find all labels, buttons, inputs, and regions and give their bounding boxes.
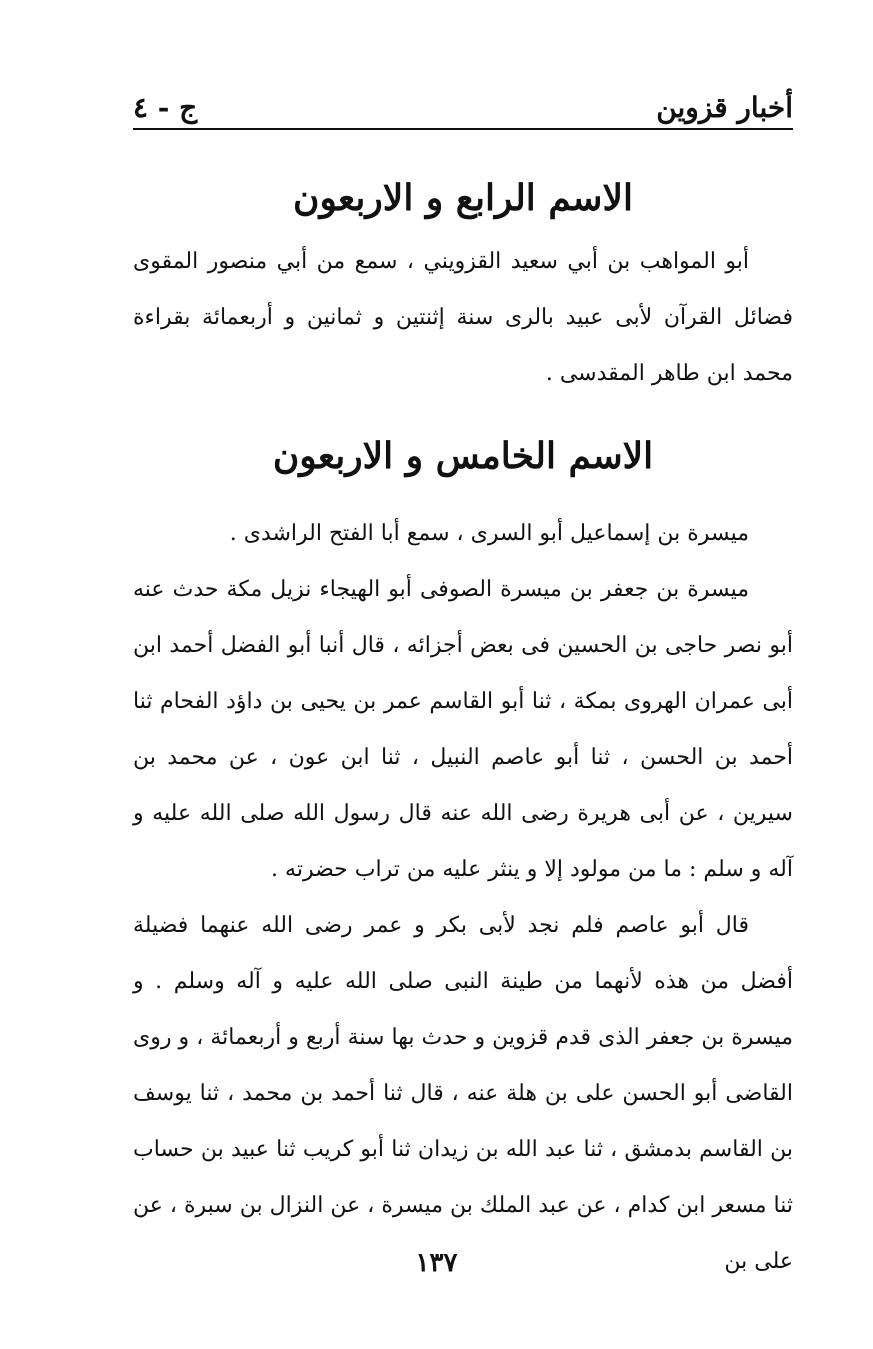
header-rule	[133, 128, 793, 130]
page-body	[133, 148, 793, 1290]
section-heading-45: الاسم الخامس و الاربعون	[272, 435, 654, 477]
paragraph: ميسرة بن جعفر بن ميسرة الصوفى أبو الهيجاء نزيل مكة حدث عنه أبو نصر حاجى بن الحسين فى بعض أجزائه ، قال أنبا أبو الفضل أحمد ابن أبى عمران الهروى بمكة ، ثنا أبو القاسم عمر بن يحيى بن داؤد الفحام ثنا أحمد بن الحسن ، ثنا أبو عاصم النبيل ، ثنا ابن عون ، عن محمد بن سيرين ، عن أبى هريرة رضى الله عنه قال رسول الله صلى الله عليه و آله و سلم : ما من مولود إلا و ينثر عليه من تراب حضرته .	[133, 577, 793, 882]
running-head	[133, 82, 793, 128]
paragraph: قال أبو عاصم فلم نجد لأبى بكر و عمر رضى الله عنهما فضيلة أفضل من هذه لأنهما من طينة النبى صلى الله عليه و آله وسلم . و ميسرة بن جعفر الذى قدم قزوين و حدث بها سنة أربع و أربعمائة ، و روى القاضى أبو الحسن على بن هلة عنه ، قال ثنا أحمد بن محمد ، ثنا يوسف بن القاسم بدمشق ، ثنا عبد الله بن زيدان ثنا أبو كريب ثنا عبيد بن حساب ثنا مسعر ابن كدام ، عن عبد الملك بن ميسرة ، عن النزال بن سبرة ، عن على بن	[133, 913, 793, 1274]
book-title: أخبار قزوين	[656, 91, 793, 124]
volume-label: ج - ٤	[133, 91, 198, 124]
paragraph: ميسرة بن إسماعيل أبو السرى ، سمع أبا الفتح الراشدى .	[229, 521, 749, 546]
section-heading-44: الاسم الرابع و الاربعون	[293, 177, 633, 219]
page-number: ١٣٧	[415, 1248, 458, 1278]
paragraph: أبو المواهب بن أبي سعيد القزويني ، سمع من أبي منصور المقوى فضائل القرآن لأبى عبيد بالرى سنة إثنتين و ثمانين و أربعمائة بقراءة محمد ابن طاهر المقدسى .	[133, 249, 793, 386]
